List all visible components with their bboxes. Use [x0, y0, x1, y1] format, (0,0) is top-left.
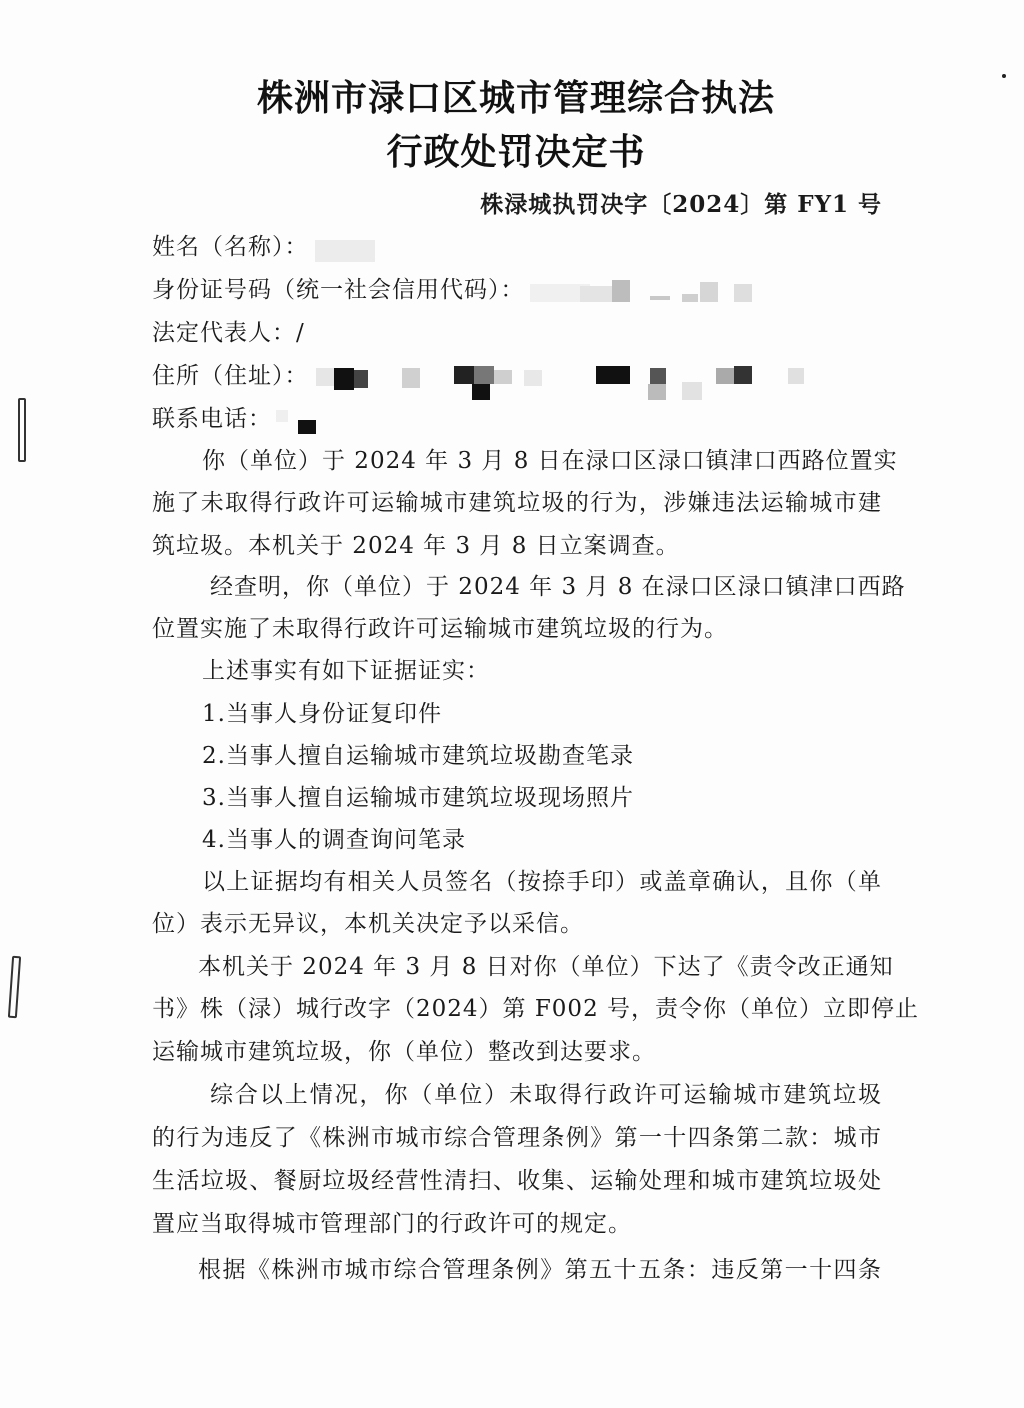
- legal-rep-label: 法定代表人：: [152, 320, 296, 346]
- body-paragraph-4-line-1: 以上证据均有相关人员签名（按捺手印）或盖章确认，且你（单: [202, 869, 882, 895]
- binder-clip-top: [18, 398, 26, 462]
- document-number: 株渌城执罚决字〔2024〕第 FY1 号: [480, 191, 882, 218]
- legal-rep-value: /: [296, 320, 305, 346]
- address-label: 住所（住址）：: [152, 363, 309, 389]
- body-paragraph-1-line-3: 筑垃圾。本机关于 2024 年 3 月 8 日立案调查。: [152, 533, 680, 559]
- document-title-line1: 株洲市渌口区城市管理综合执法: [256, 78, 775, 119]
- name-redaction: [315, 240, 375, 262]
- binder-clip-bottom: [8, 956, 21, 1018]
- body-paragraph-1-line-2: 施了未取得行政许可运输城市建筑垃圾的行为，涉嫌违法运输城市建: [152, 490, 882, 516]
- address-field: [152, 362, 882, 390]
- body-paragraph-5-line-3: 运输城市建筑垃圾，你（单位）整改到达要求。: [152, 1039, 656, 1065]
- phone-field: [152, 405, 882, 433]
- body-paragraph-6-line-4: 置应当取得城市管理部门的行政许可的规定。: [152, 1211, 632, 1237]
- body-paragraph-5-line-2: 书》株（渌）城行改字（2024）第 F002 号，责令你（单位）立即停止: [152, 996, 920, 1022]
- body-paragraph-1-line-1: 你（单位）于 2024 年 3 月 8 日在渌口区渌口镇津口西路位置实: [202, 448, 898, 474]
- body-paragraph-6-line-1: 综合以上情况，你（单位）未取得行政许可运输城市建筑垃圾: [210, 1082, 882, 1108]
- evidence-item-4: 4.当事人的调查询问笔录: [202, 827, 466, 853]
- id-field: [152, 276, 882, 304]
- body-paragraph-6-line-2: 的行为违反了《株洲市城市综合管理条例》第一十四条第二款：城市: [152, 1125, 882, 1151]
- body-paragraph-7-line-1: 根据《株洲市城市综合管理条例》第五十五条：违反第一十四条: [198, 1257, 882, 1283]
- body-paragraph-2-line-1: 经查明，你（单位）于 2024 年 3 月 8 在渌口区渌口镇津口西路: [210, 574, 906, 600]
- evidence-item-1: 1.当事人身份证复印件: [202, 701, 442, 727]
- body-paragraph-5-line-1: 本机关于 2024 年 3 月 8 日对你（单位）下达了《责令改正通知: [198, 954, 894, 980]
- evidence-item-2: 2.当事人擅自运输城市建筑垃圾勘查笔录: [202, 743, 634, 769]
- body-paragraph-2-line-2: 位置实施了未取得行政许可运输城市建筑垃圾的行为。: [152, 616, 728, 642]
- evidence-intro: 上述事实有如下证据证实：: [202, 658, 490, 684]
- legal-rep-field: [152, 319, 882, 347]
- body-paragraph-4-line-2: 位）表示无异议，本机关决定予以采信。: [152, 911, 584, 937]
- name-label: 姓名（名称）：: [152, 234, 309, 260]
- id-label: 身份证号码（统一社会信用代码）：: [152, 277, 525, 303]
- document-title-line2: 行政处罚决定书: [386, 132, 646, 173]
- body-paragraph-6-line-3: 生活垃圾、餐厨垃圾经营性清扫、收集、运输处理和城市建筑垃圾处: [152, 1168, 882, 1194]
- name-field: [152, 233, 882, 261]
- phone-label: 联系电话：: [152, 406, 272, 432]
- evidence-item-3: 3.当事人擅自运输城市建筑垃圾现场照片: [202, 785, 634, 811]
